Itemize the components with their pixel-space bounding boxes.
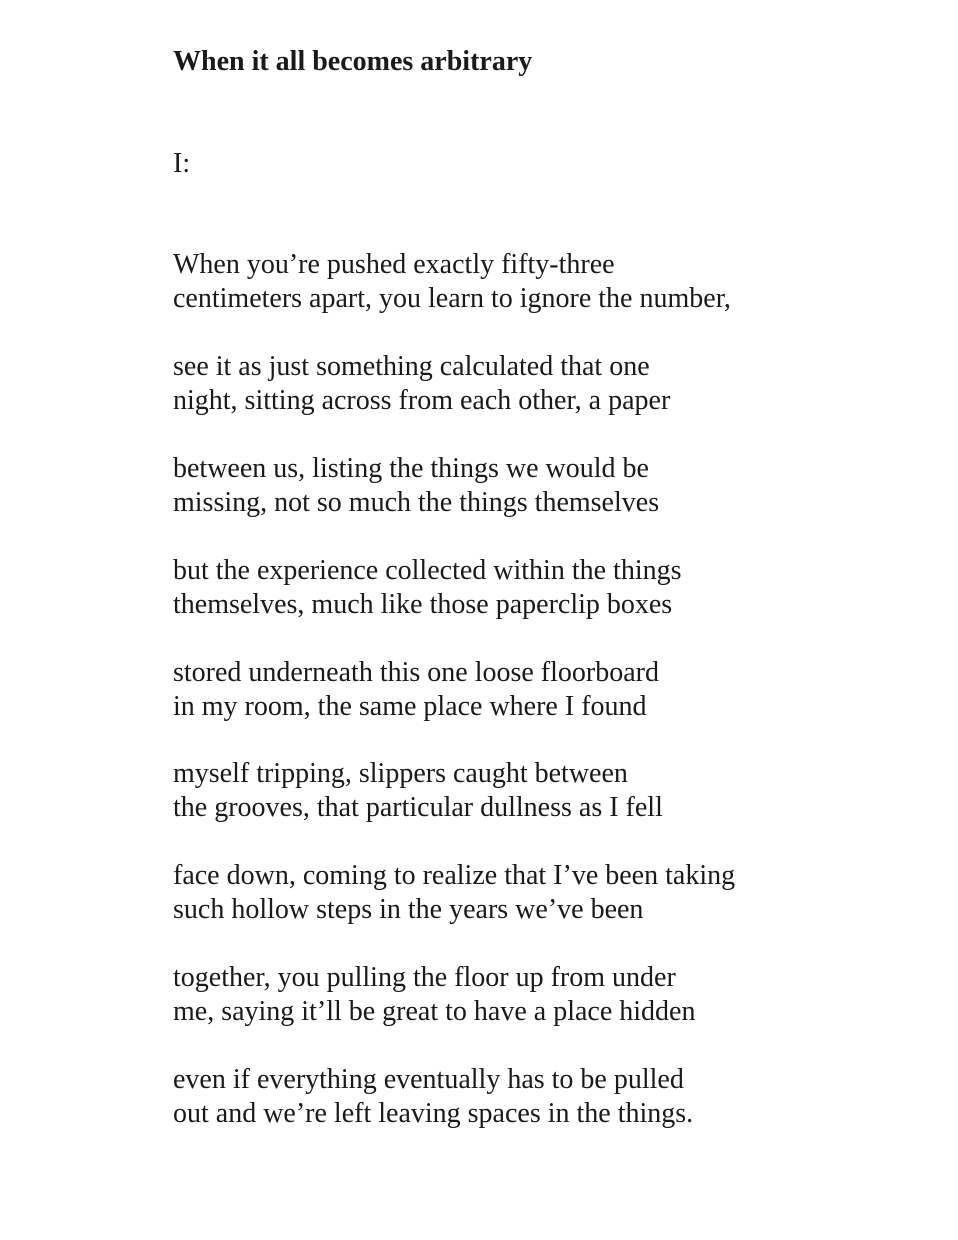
stanza-5 bbox=[173, 656, 933, 724]
poem-line: centimeters apart, you learn to ignore the number, bbox=[173, 283, 731, 314]
poem-line: me, saying it’ll be great to have a place hidden bbox=[173, 996, 696, 1028]
poem-line: see it as just something calculated that one bbox=[173, 350, 650, 382]
poem-line: in my room, the same place where I found bbox=[173, 690, 647, 722]
poem-line: face down, coming to realize that I’ve been taking bbox=[173, 860, 736, 892]
poem-line: stored underneath this one loose floorboard bbox=[173, 656, 659, 688]
poem-line: missing, not so much the things themselves bbox=[173, 486, 660, 518]
poem-line: the grooves, that particular dullness as I fell bbox=[173, 792, 663, 824]
stanza-6 bbox=[173, 757, 933, 825]
poem-title: When it all becomes arbitrary bbox=[173, 46, 533, 77]
stanza-9 bbox=[173, 1063, 933, 1131]
stanza-8 bbox=[173, 961, 933, 1029]
poem-line: between us, listing the things we would be bbox=[173, 452, 649, 484]
poem-line: night, sitting across from each other, a paper bbox=[173, 384, 671, 416]
poem-line: together, you pulling the floor up from under bbox=[173, 962, 676, 994]
poem-line: When you’re pushed exactly fifty-three bbox=[173, 249, 615, 280]
stanza-2 bbox=[173, 350, 933, 418]
poem-line: out and we’re left leaving spaces in the things. bbox=[173, 1098, 694, 1130]
stanza-3 bbox=[173, 452, 933, 520]
poem-line: even if everything eventually has to be pulled bbox=[173, 1064, 684, 1096]
stanza-1 bbox=[173, 248, 933, 316]
stanza-7 bbox=[173, 859, 933, 927]
poem-line: themselves, much like those paperclip boxes bbox=[173, 588, 673, 620]
poem-line: but the experience collected within the things bbox=[173, 554, 682, 586]
stanza-4 bbox=[173, 554, 933, 622]
poem-line: myself tripping, slippers caught between bbox=[173, 758, 628, 790]
poem-line: such hollow steps in the years we’ve been bbox=[173, 894, 644, 926]
section-label: I: bbox=[173, 148, 191, 179]
poem-body bbox=[173, 248, 933, 1165]
